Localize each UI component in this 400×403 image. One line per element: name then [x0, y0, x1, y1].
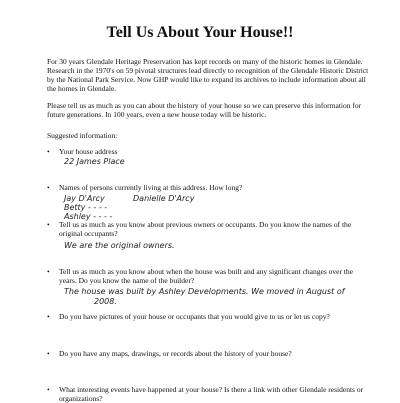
question-text: Tell us as much as you know about when the house was built and any significant changes over the years. Do you know the name of the builder?	[59, 267, 353, 285]
answer-built-line-1: The house was built by Ashley Developments. We moved in August of	[64, 287, 345, 296]
bullet-icon: •	[47, 267, 50, 276]
answer-occupant-3: Ashley - - - -	[64, 212, 113, 221]
request-paragraph: Please tell us as much as you can about the history of your house so we can preserve this information for future generations. In 100 years, even a new house today will be historic.	[47, 101, 362, 119]
question-text: Do you have pictures of your house or occupants that you would give to us or let us copy?	[59, 312, 330, 321]
answer-previous-owners: We are the original owners.	[64, 241, 175, 250]
question-text: Your house address	[59, 147, 118, 156]
question-address	[47, 147, 372, 156]
bullet-icon: •	[47, 349, 50, 358]
bullet-icon: •	[47, 147, 50, 156]
question-maps-records	[47, 349, 372, 358]
question-construction-history	[47, 267, 372, 285]
bullet-icon: •	[47, 183, 50, 192]
question-text: Do you have any maps, drawings, or records about the history of your house?	[59, 349, 292, 358]
question-current-occupants	[47, 183, 372, 192]
question-text: What interesting events have happened at your house? Is there a link with other Glendale residents or organizations?	[59, 385, 364, 403]
answer-built-line-2: 2008.	[94, 297, 117, 306]
question-previous-owners	[47, 220, 372, 238]
question-text: Names of persons currently living at this address. How long?	[59, 183, 243, 192]
question-pictures	[47, 312, 372, 321]
bullet-icon: •	[47, 385, 50, 394]
bullet-icon: •	[47, 312, 50, 321]
bullet-icon: •	[47, 220, 50, 229]
answer-occupant-1a: Jay D'Arcy	[64, 194, 105, 203]
question-interesting-events	[47, 385, 372, 403]
intro-paragraph: For 30 years Glendale Heritage Preservation has kept records on many of the historic homes in Glendale. Research in the 1970's on 59 pivotal structures lead directly to recognition of the Glendale Historic District by the National Park Service. Now GHP would like to expand its archives to include information about all the homes in Glendale.	[47, 57, 369, 93]
page-title: Tell Us About Your House!!	[106, 24, 294, 41]
answer-occupant-1b: Danielle D'Arcy	[133, 194, 195, 203]
question-text: Tell us as much as you know about previous owners or occupants. Do you know the names of the original occupants?	[59, 220, 352, 238]
suggested-label: Suggested information:	[47, 131, 118, 140]
answer-occupant-2: Betty - - - -	[64, 203, 108, 212]
answer-address: 22 James Place	[64, 157, 125, 166]
